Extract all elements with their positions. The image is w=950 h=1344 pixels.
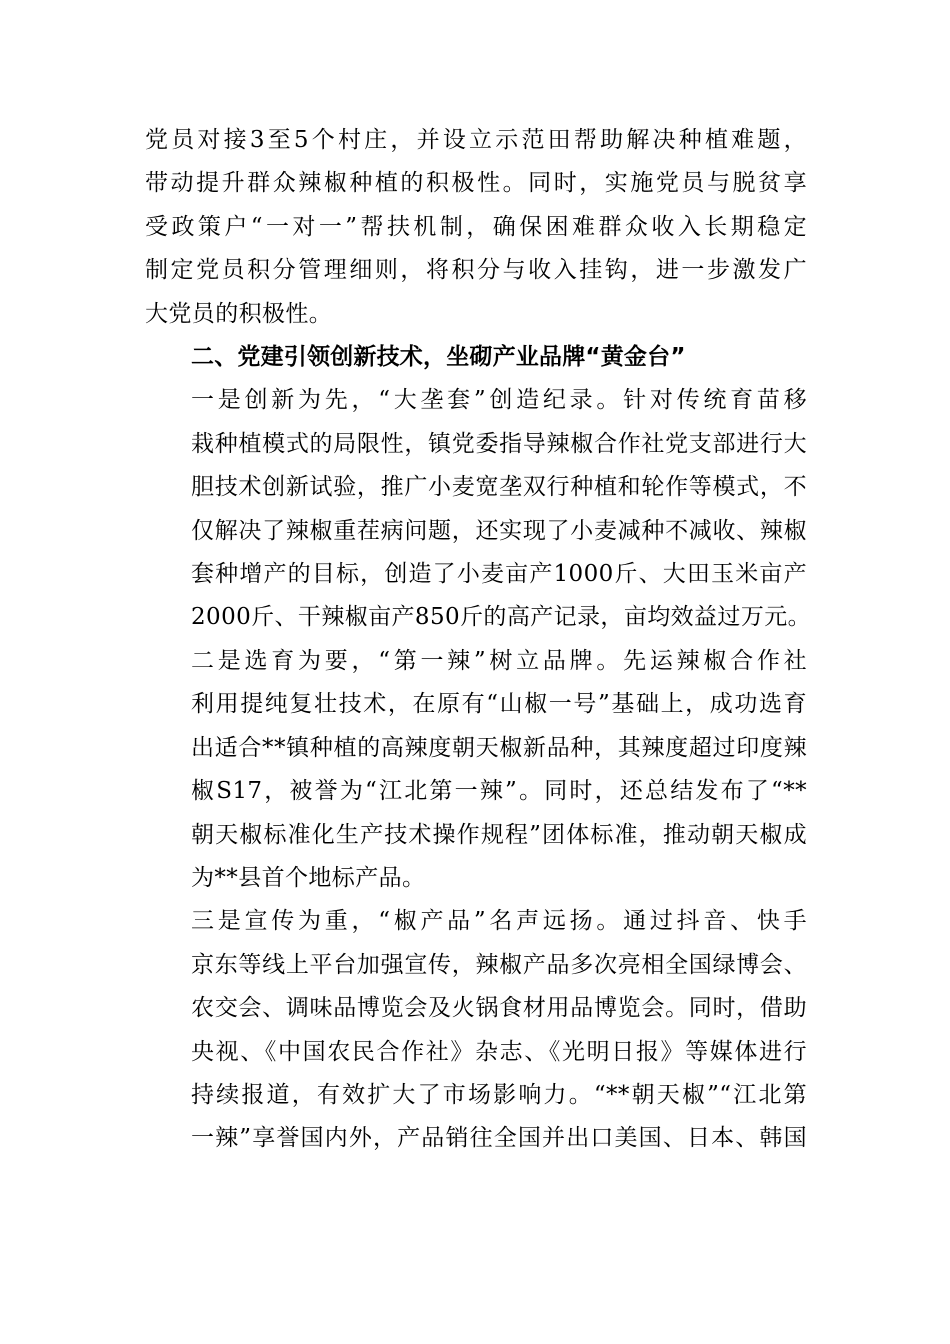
text-line: 带动提升群众辣椒种植的积极性。同时，实施党员与脱贫享 [145,170,807,197]
text-line: 央视、《中国农民合作社》杂志、《光明日报》等媒体进行 [191,1038,807,1065]
paragraph-promotion [145,900,807,1160]
text-line: 农交会、调味品博览会及火锅食材用品博览会。同时，借助 [191,995,807,1022]
text-line: 一是创新为先，“大垄套”创造纪录。针对传统育苗移 [191,387,807,414]
paragraph-breeding [145,640,807,900]
paragraph-party-members [145,119,807,336]
section-heading: 二、党建引领创新技术，坐砌产业品牌“黄金台” [191,344,686,371]
text-line: 党员对接3至5个村庄，并设立示范田帮助解决种植难题， [145,127,807,153]
text-line: 利用提纯复壮技术，在原有“山椒一号”基础上，成功选育 [191,691,807,718]
paragraph-innovation [145,379,812,639]
text-line: 受政策户“一对一”帮扶机制，确保困难群众收入长期稳定 [145,213,807,240]
text-line: 持续报道，有效扩大了市场影响力。“**朝天椒”“江北第 [191,1081,807,1108]
text-line: 为**县首个地标产品。 [191,864,426,891]
text-line: 朝天椒标准化生产技术操作规程”团体标准，推动朝天椒成 [191,821,807,848]
text-line: 仅解决了辣椒重茬病问题，还实现了小麦减种不减收、辣椒 [191,517,807,544]
text-line: 三是宣传为重，“椒产品”名声远扬。通过抖音、快手 [191,908,807,935]
document-page [145,119,812,1161]
text-line: 椒S17，被誉为“江北第一辣”。同时，还总结发布了“** [191,778,807,805]
text-line: 2000斤、干辣椒亩产850斤的高产记录，亩均效益过万元。 [191,604,812,631]
text-line: 套种增产的目标，创造了小麦亩产1000斤、大田玉米亩产 [191,561,807,588]
text-line: 京东等线上平台加强宣传，辣椒产品多次亮相全国绿博会、 [191,951,807,978]
text-line: 出适合**镇种植的高辣度朝天椒新品种，其辣度超过印度辣 [191,734,807,761]
text-line: 二是选育为要，“第一辣”树立品牌。先运辣椒合作社 [191,647,807,674]
text-line: 制定党员积分管理细则，将积分与收入挂钩，进一步激发广 [145,257,807,284]
text-line: 大党员的积极性。 [145,300,333,327]
text-line: 一辣”享誉国内外，产品销往全国并出口美国、日本、韩国 [191,1125,807,1152]
text-line: 栽种植模式的局限性，镇党委指导辣椒合作社党支部进行大 [191,430,807,457]
text-line: 胆技术创新试验，推广小麦宽垄双行种植和轮作等模式，不 [191,474,807,501]
